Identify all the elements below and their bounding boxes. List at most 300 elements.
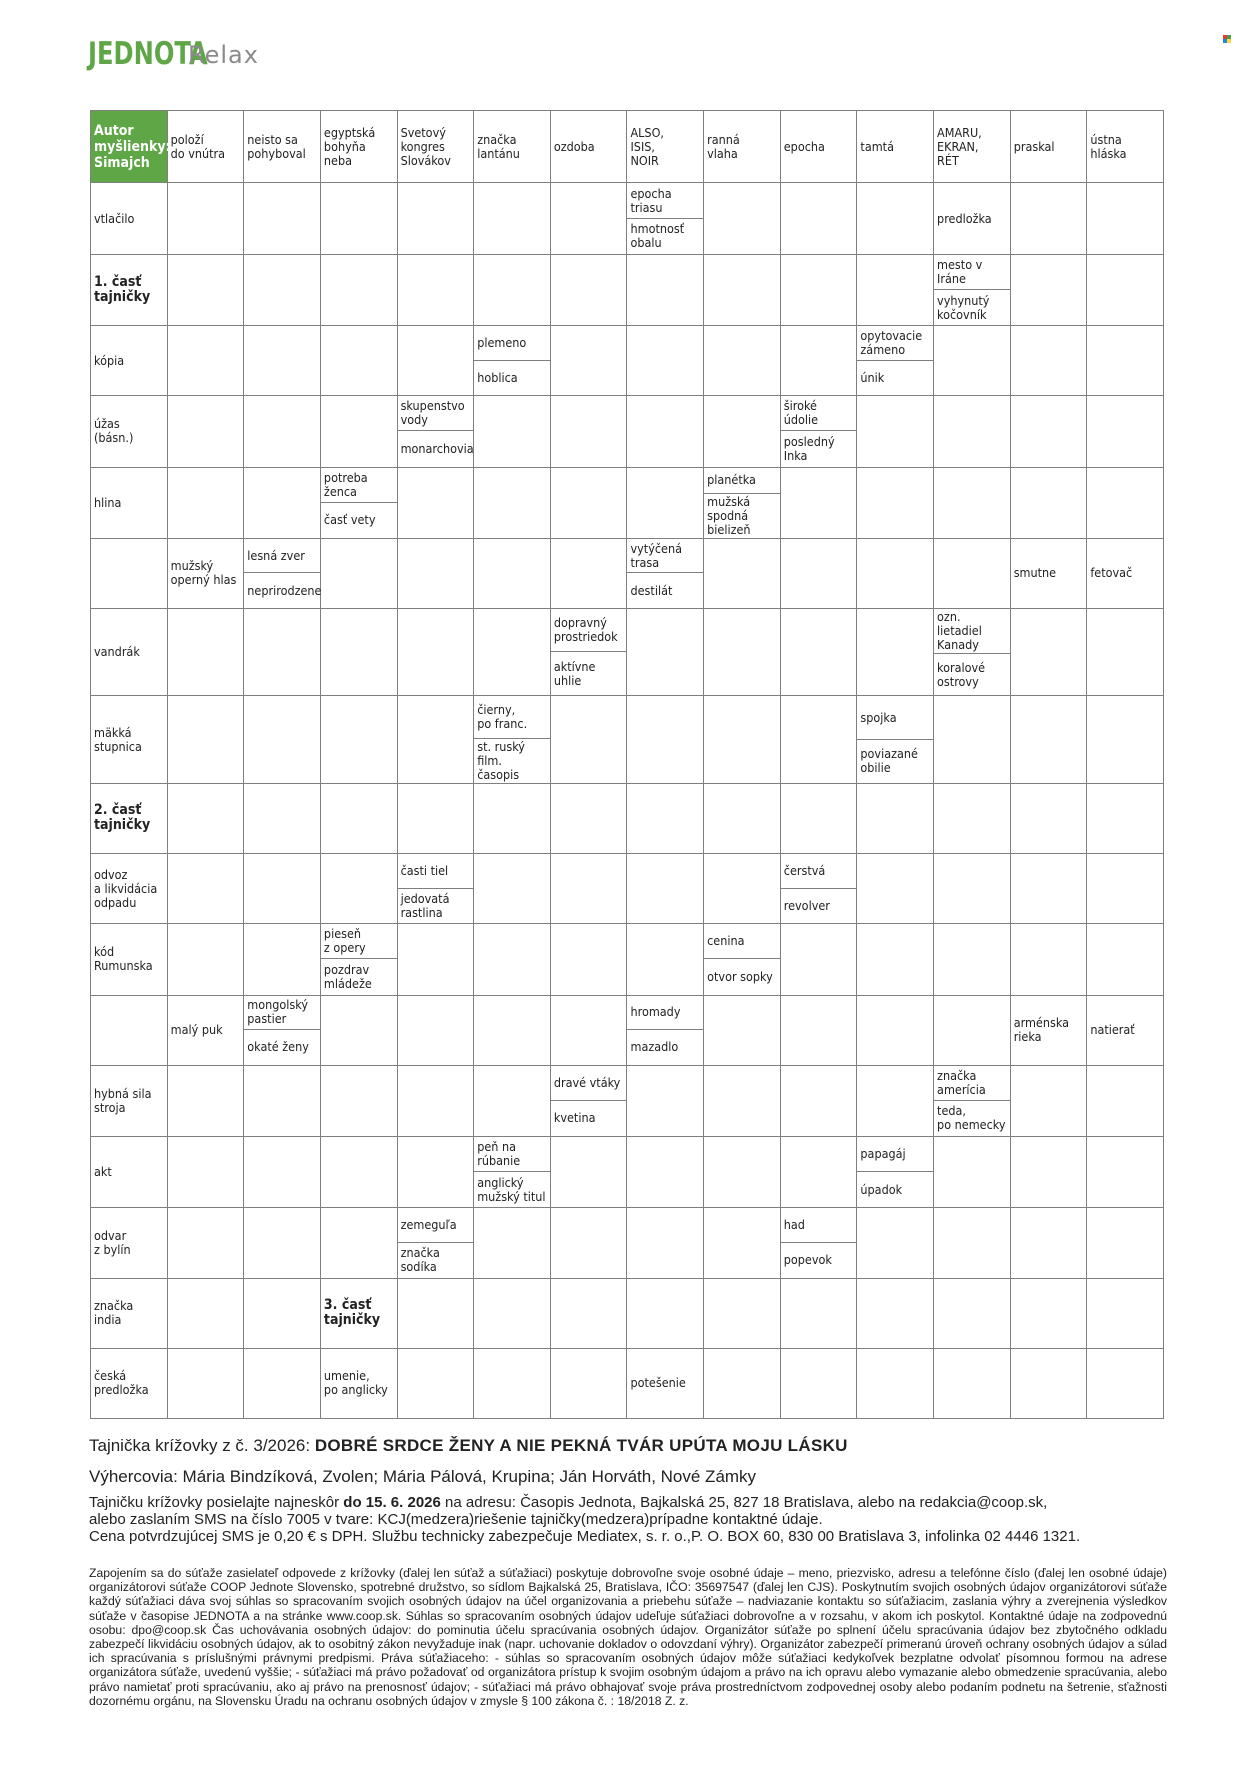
answer-cell[interactable] (320, 396, 397, 467)
grid-row (91, 1348, 1164, 1418)
answer-cell[interactable] (1087, 183, 1164, 254)
answer-cell[interactable] (550, 326, 627, 396)
clue-text-top: cenina (704, 924, 780, 959)
answer-cell[interactable] (704, 783, 781, 853)
answer-cell[interactable] (474, 1348, 551, 1418)
clue-cell (1087, 111, 1164, 183)
answer-cell[interactable] (627, 854, 704, 924)
clue-cell (244, 111, 321, 183)
answer-cell[interactable] (1087, 783, 1164, 853)
answer-cell[interactable] (167, 396, 244, 467)
clue-text-top: časti tiel (398, 854, 474, 889)
clue-text: značka india (94, 1298, 134, 1328)
answer-cell[interactable] (550, 924, 627, 995)
answer-cell[interactable] (550, 254, 627, 325)
answer-cell[interactable] (244, 183, 321, 254)
clue-cell (91, 326, 168, 396)
answer-cell[interactable] (397, 183, 474, 254)
answer-cell[interactable] (320, 538, 397, 608)
split-clue-cell (320, 467, 397, 538)
answer-cell[interactable] (627, 609, 704, 696)
grid-row (91, 609, 1164, 696)
answer-cell[interactable] (627, 783, 704, 853)
clue-cell (550, 111, 627, 183)
clue-text-top: ozn. lietadiel Kanady (934, 609, 1010, 654)
answer-cell[interactable] (550, 183, 627, 254)
answer-cell[interactable] (1087, 1348, 1164, 1418)
answer-cell[interactable] (320, 1137, 397, 1208)
answer-cell[interactable] (780, 538, 857, 608)
answer-cell[interactable] (780, 326, 857, 396)
clue-cell (91, 609, 168, 696)
answer-cell[interactable] (320, 995, 397, 1065)
answer-cell[interactable] (167, 1278, 244, 1348)
answer-cell[interactable] (1010, 1065, 1087, 1136)
answer-cell[interactable] (1087, 609, 1164, 696)
answer-cell[interactable] (474, 783, 551, 853)
clue-cell (91, 1137, 168, 1208)
clue-cell (1010, 111, 1087, 183)
instructions-line-3: Cena potvrdzujúcej SMS je 0,20 € s DPH. Službu technicky zabezpečuje Mediatex, s. r. o.,P. O. BOX 60, 830 00 Bratislava 3, infolinka 02 4446 1321. (89, 1528, 1081, 1545)
clue-text: ústna hláska (1090, 131, 1127, 161)
answer-cell[interactable] (780, 924, 857, 995)
answer-cell[interactable] (397, 1348, 474, 1418)
clue-text-top: pieseň z opery (321, 924, 397, 959)
clue-text: položí do vnútra (170, 131, 226, 161)
answer-cell[interactable] (780, 609, 857, 696)
answer-cell[interactable] (550, 467, 627, 538)
split-clue-cell (550, 1065, 627, 1136)
answer-cell[interactable] (627, 326, 704, 396)
answer-cell[interactable] (780, 1278, 857, 1348)
answer-cell[interactable] (704, 609, 781, 696)
clue-cell (91, 1348, 168, 1418)
clue-text-top: dravé vtáky (551, 1066, 627, 1101)
clue-cell (91, 1278, 168, 1348)
clue-text-top: plemeno (474, 326, 550, 361)
answer-cell[interactable] (167, 1208, 244, 1278)
split-clue-cell (627, 995, 704, 1065)
answer-cell[interactable] (934, 1348, 1011, 1418)
answer-cell[interactable] (1087, 396, 1164, 467)
clue-text: tamtá (860, 138, 894, 154)
clue-text: neisto sa pohyboval (247, 131, 306, 161)
clue-text-bottom: okaté ženy (247, 1039, 309, 1055)
answer-cell[interactable] (857, 254, 934, 325)
answer-cell[interactable] (1010, 467, 1087, 538)
answer-cell[interactable] (1010, 1208, 1087, 1278)
clue-text-top: had (781, 1208, 857, 1243)
clue-text: odvoz a likvidácia odpadu (94, 866, 158, 910)
clue-text: AMARU, EKRAN, RÉT (937, 124, 982, 168)
clue-text: ozdoba (553, 138, 595, 154)
answer-cell[interactable] (1087, 467, 1164, 538)
logo-brand: JEDNOTA (88, 36, 208, 72)
clue-text-top: mongolský pastier (244, 996, 320, 1031)
split-clue-cell (780, 854, 857, 924)
answer-cell[interactable] (474, 396, 551, 467)
answer-cell[interactable] (474, 538, 551, 608)
answer-cell[interactable] (934, 396, 1011, 467)
answer-cell[interactable] (397, 538, 474, 608)
secret-part-cell (91, 111, 171, 183)
answer-cell[interactable] (244, 783, 321, 853)
answer-cell[interactable] (780, 1065, 857, 1136)
corner-color-mark (1223, 35, 1231, 43)
answer-cell[interactable] (857, 1208, 934, 1278)
answer-cell[interactable] (167, 783, 244, 853)
split-clue-cell (704, 467, 781, 538)
answer-cell[interactable] (397, 254, 474, 325)
clue-text-bottom: st. ruský film. časopis (477, 738, 525, 782)
answer-cell[interactable] (934, 854, 1011, 924)
split-clue-cell (934, 254, 1011, 325)
clue-text-top: epocha triasu (627, 183, 703, 218)
answer-cell[interactable] (627, 696, 704, 783)
answer-cell[interactable] (91, 538, 168, 608)
answer-cell[interactable] (704, 995, 781, 1065)
answer-cell[interactable] (397, 326, 474, 396)
answer-cell[interactable] (1010, 396, 1087, 467)
answer-cell[interactable] (244, 1208, 321, 1278)
jednota-relax-logo (88, 36, 259, 72)
answer-cell[interactable] (244, 1348, 321, 1418)
clue-text-bottom: poviazané obilie (860, 746, 918, 776)
answer-cell[interactable] (244, 696, 321, 783)
clue-text: kód Rumunska (94, 944, 153, 974)
answer-cell[interactable] (320, 1065, 397, 1136)
answer-cell[interactable] (550, 696, 627, 783)
answer-cell[interactable] (474, 1065, 551, 1136)
clue-cell (167, 995, 244, 1065)
answer-cell[interactable] (550, 995, 627, 1065)
answer-cell[interactable] (1010, 854, 1087, 924)
answer-cell[interactable] (474, 254, 551, 325)
answer-cell[interactable] (857, 609, 934, 696)
answer-cell[interactable] (857, 538, 934, 608)
answer-cell[interactable] (857, 1348, 934, 1418)
answer-cell[interactable] (167, 609, 244, 696)
answer-cell[interactable] (1087, 326, 1164, 396)
clue-cell (627, 111, 704, 183)
answer-cell[interactable] (1010, 1137, 1087, 1208)
answer-cell[interactable] (474, 924, 551, 995)
answer-cell[interactable] (934, 467, 1011, 538)
logo-relax: Relax (188, 41, 259, 69)
split-clue-cell (474, 1137, 551, 1208)
clue-cell (91, 1208, 168, 1278)
answer-cell[interactable] (704, 183, 781, 254)
clue-cell (1087, 995, 1164, 1065)
clue-text: fetovač (1090, 565, 1133, 581)
answer-cell[interactable] (934, 538, 1011, 608)
answer-cell[interactable] (627, 1208, 704, 1278)
clue-text: značka lantánu (477, 131, 520, 161)
answer-cell[interactable] (1087, 696, 1164, 783)
answer-cell[interactable] (1087, 924, 1164, 995)
answer-cell[interactable] (397, 1137, 474, 1208)
answer-cell[interactable] (627, 1137, 704, 1208)
answer-cell[interactable] (550, 1348, 627, 1418)
answer-cell[interactable] (320, 696, 397, 783)
clue-cell (704, 111, 781, 183)
answer-cell[interactable] (780, 995, 857, 1065)
answer-cell[interactable] (474, 995, 551, 1065)
answer-cell[interactable] (704, 254, 781, 325)
crossword-table (90, 110, 1164, 1419)
grid-row (91, 696, 1164, 783)
answer-cell[interactable] (550, 1278, 627, 1348)
clue-cell (1087, 538, 1164, 608)
split-clue-cell (320, 924, 397, 995)
clue-text-top: čerstvá (781, 854, 857, 889)
answer-cell[interactable] (1010, 1278, 1087, 1348)
clue-cell (320, 1348, 397, 1418)
crossword-grid (90, 110, 1164, 1419)
clue-text: egyptská bohyňa neba (323, 124, 376, 168)
clue-text: úžas (básn.) (94, 416, 134, 446)
answer-cell[interactable] (244, 326, 321, 396)
clue-text-bottom: únik (860, 369, 885, 385)
answer-cell[interactable] (320, 609, 397, 696)
grid-row (91, 183, 1164, 254)
answer-cell[interactable] (550, 783, 627, 853)
answer-cell[interactable] (627, 1065, 704, 1136)
answer-cell[interactable] (704, 1278, 781, 1348)
answer-cell[interactable] (627, 924, 704, 995)
grid-row (91, 995, 1164, 1065)
answer-cell[interactable] (627, 254, 704, 325)
clue-cell (474, 111, 551, 183)
answer-cell[interactable] (704, 396, 781, 467)
answer-cell[interactable] (857, 1065, 934, 1136)
answer-cell[interactable] (320, 1208, 397, 1278)
answer-cell[interactable] (244, 1137, 321, 1208)
answer-cell[interactable] (704, 1065, 781, 1136)
answer-cell[interactable] (1010, 326, 1087, 396)
answer-cell[interactable] (1010, 783, 1087, 853)
clue-text: ALSO, ISIS, NOIR (630, 124, 664, 168)
answer-cell[interactable] (244, 609, 321, 696)
answer-cell[interactable] (934, 1137, 1011, 1208)
answer-cell[interactable] (474, 1208, 551, 1278)
answer-cell[interactable] (550, 1137, 627, 1208)
answer-cell[interactable] (1010, 924, 1087, 995)
answer-cell[interactable] (550, 1208, 627, 1278)
clue-text-top: hromady (627, 996, 703, 1031)
answer-cell[interactable] (320, 326, 397, 396)
answer-cell[interactable] (780, 1348, 857, 1418)
answer-cell[interactable] (474, 467, 551, 538)
answer-cell[interactable] (704, 1348, 781, 1418)
answer-cell[interactable] (934, 326, 1011, 396)
answer-cell[interactable] (244, 467, 321, 538)
clue-text: mužský operný hlas (170, 558, 237, 588)
answer-cell[interactable] (244, 1278, 321, 1348)
answer-cell[interactable] (627, 1278, 704, 1348)
answer-cell[interactable] (167, 183, 244, 254)
clue-text: 1. časť tajničky (94, 273, 151, 305)
answer-cell[interactable] (474, 854, 551, 924)
secret-part-cell (91, 254, 168, 325)
split-clue-cell (857, 1137, 934, 1208)
instructions-text: Tajničku krížovky posielajte najneskôr (89, 1494, 344, 1511)
answer-cell[interactable] (857, 995, 934, 1065)
clue-text-top: papagáj (857, 1137, 933, 1172)
answer-cell[interactable] (91, 995, 168, 1065)
answer-cell[interactable] (704, 538, 781, 608)
answer-cell[interactable] (244, 396, 321, 467)
clue-text: vandrák (94, 644, 140, 660)
answer-cell[interactable] (244, 1065, 321, 1136)
answer-cell[interactable] (244, 924, 321, 995)
answer-cell[interactable] (167, 854, 244, 924)
clue-text-bottom: anglický mužský titul (477, 1174, 546, 1204)
answer-cell[interactable] (397, 609, 474, 696)
answer-cell[interactable] (780, 1137, 857, 1208)
answer-cell[interactable] (320, 183, 397, 254)
answer-cell[interactable] (934, 1278, 1011, 1348)
answer-cell[interactable] (1087, 254, 1164, 325)
answer-cell[interactable] (780, 696, 857, 783)
instructions-line-2: alebo zaslaním SMS na číslo 7005 v tvare: KCJ(medzera)riešenie tajničky(medzera)prípadne kontaktné údaje. (89, 1511, 823, 1528)
split-clue-cell (244, 538, 321, 608)
clue-text-top: mesto v Iráne (934, 255, 1010, 290)
answer-cell[interactable] (1087, 1278, 1164, 1348)
answer-cell[interactable] (167, 1348, 244, 1418)
split-clue-cell (397, 1208, 474, 1278)
answer-cell[interactable] (1010, 183, 1087, 254)
answer-cell[interactable] (857, 183, 934, 254)
split-clue-cell (934, 1065, 1011, 1136)
deadline: do 15. 6. 2026 (343, 1494, 441, 1511)
split-clue-cell (550, 609, 627, 696)
answer-cell[interactable] (857, 924, 934, 995)
answer-cell[interactable] (627, 467, 704, 538)
clue-text-bottom: neprirodzene (247, 582, 322, 598)
answer-cell[interactable] (397, 783, 474, 853)
answer-cell[interactable] (397, 995, 474, 1065)
answer-cell[interactable] (780, 254, 857, 325)
split-clue-cell (857, 696, 934, 783)
clue-text: Autor myšlienky: Simajch (94, 122, 171, 171)
answer-cell[interactable] (167, 254, 244, 325)
answer-cell[interactable] (857, 783, 934, 853)
answer-cell[interactable] (244, 854, 321, 924)
clue-text: 3. časť tajničky (323, 1297, 381, 1329)
answer-cell[interactable] (857, 854, 934, 924)
answer-cell[interactable] (780, 183, 857, 254)
answer-cell[interactable] (320, 254, 397, 325)
grid-row (91, 854, 1164, 924)
answer-cell[interactable] (550, 396, 627, 467)
answer-cell[interactable] (780, 467, 857, 538)
answer-cell[interactable] (167, 467, 244, 538)
answer-cell[interactable] (1010, 254, 1087, 325)
answer-cell[interactable] (244, 254, 321, 325)
clue-text-bottom: vyhynutý kočovník (937, 292, 990, 322)
answer-cell[interactable] (780, 783, 857, 853)
clue-text-bottom: destilát (630, 582, 673, 598)
clue-text-bottom: aktívne uhlie (553, 658, 596, 688)
answer-cell[interactable] (397, 1278, 474, 1348)
answer-cell[interactable] (704, 1208, 781, 1278)
clue-text-bottom: kvetina (553, 1110, 596, 1126)
answer-cell[interactable] (857, 1278, 934, 1348)
clue-text: odvar z bylín (94, 1227, 131, 1257)
clue-cell (934, 111, 1011, 183)
answer-cell[interactable] (550, 854, 627, 924)
answer-cell[interactable] (1087, 1208, 1164, 1278)
answer-cell[interactable] (1087, 1137, 1164, 1208)
answer-cell[interactable] (934, 783, 1011, 853)
answer-cell[interactable] (1010, 696, 1087, 783)
clue-text-bottom: mužská spodná bielizeň (707, 493, 751, 537)
answer-cell[interactable] (320, 854, 397, 924)
clue-text: natierať (1090, 1022, 1135, 1038)
secret-part-cell (91, 783, 168, 853)
answer-cell[interactable] (474, 1278, 551, 1348)
clue-text-top: peň na rúbanie (474, 1137, 550, 1172)
split-clue-cell (474, 326, 551, 396)
split-clue-cell (780, 1208, 857, 1278)
answer-cell[interactable] (320, 783, 397, 853)
answer-cell[interactable] (857, 467, 934, 538)
clue-cell (91, 183, 168, 254)
grid-row (91, 783, 1164, 853)
answer-cell[interactable] (167, 1065, 244, 1136)
answer-cell[interactable] (1010, 1348, 1087, 1418)
split-clue-cell (627, 183, 704, 254)
answer-cell[interactable] (474, 183, 551, 254)
answer-cell[interactable] (397, 696, 474, 783)
split-clue-cell (244, 995, 321, 1065)
answer-cell[interactable] (627, 396, 704, 467)
answer-cell[interactable] (167, 696, 244, 783)
clue-text: umenie, po anglicky (323, 1368, 388, 1398)
answer-cell[interactable] (474, 609, 551, 696)
split-clue-cell (934, 609, 1011, 696)
grid-row (91, 538, 1164, 608)
answer-cell[interactable] (704, 326, 781, 396)
answer-cell[interactable] (397, 924, 474, 995)
answer-cell[interactable] (397, 1065, 474, 1136)
answer-cell[interactable] (934, 1208, 1011, 1278)
answer-cell[interactable] (934, 696, 1011, 783)
answer-cell[interactable] (167, 326, 244, 396)
answer-cell[interactable] (934, 995, 1011, 1065)
answer-cell[interactable] (704, 854, 781, 924)
answer-cell[interactable] (167, 1137, 244, 1208)
answer-cell[interactable] (167, 924, 244, 995)
answer-cell[interactable] (704, 696, 781, 783)
grid-row (91, 396, 1164, 467)
answer-cell[interactable] (1010, 609, 1087, 696)
answer-cell[interactable] (1087, 854, 1164, 924)
clue-text: akt (94, 1164, 112, 1180)
answer-cell[interactable] (934, 924, 1011, 995)
clue-text-top: lesná zver (244, 539, 320, 574)
split-clue-cell (474, 696, 551, 783)
answer-cell[interactable] (704, 1137, 781, 1208)
answer-cell[interactable] (1087, 1065, 1164, 1136)
answer-cell[interactable] (397, 467, 474, 538)
split-clue-cell (397, 854, 474, 924)
clue-text-bottom: monarchovia (400, 441, 474, 456)
grid-row (91, 467, 1164, 538)
answer-cell[interactable] (857, 396, 934, 467)
answer-cell[interactable] (550, 538, 627, 608)
